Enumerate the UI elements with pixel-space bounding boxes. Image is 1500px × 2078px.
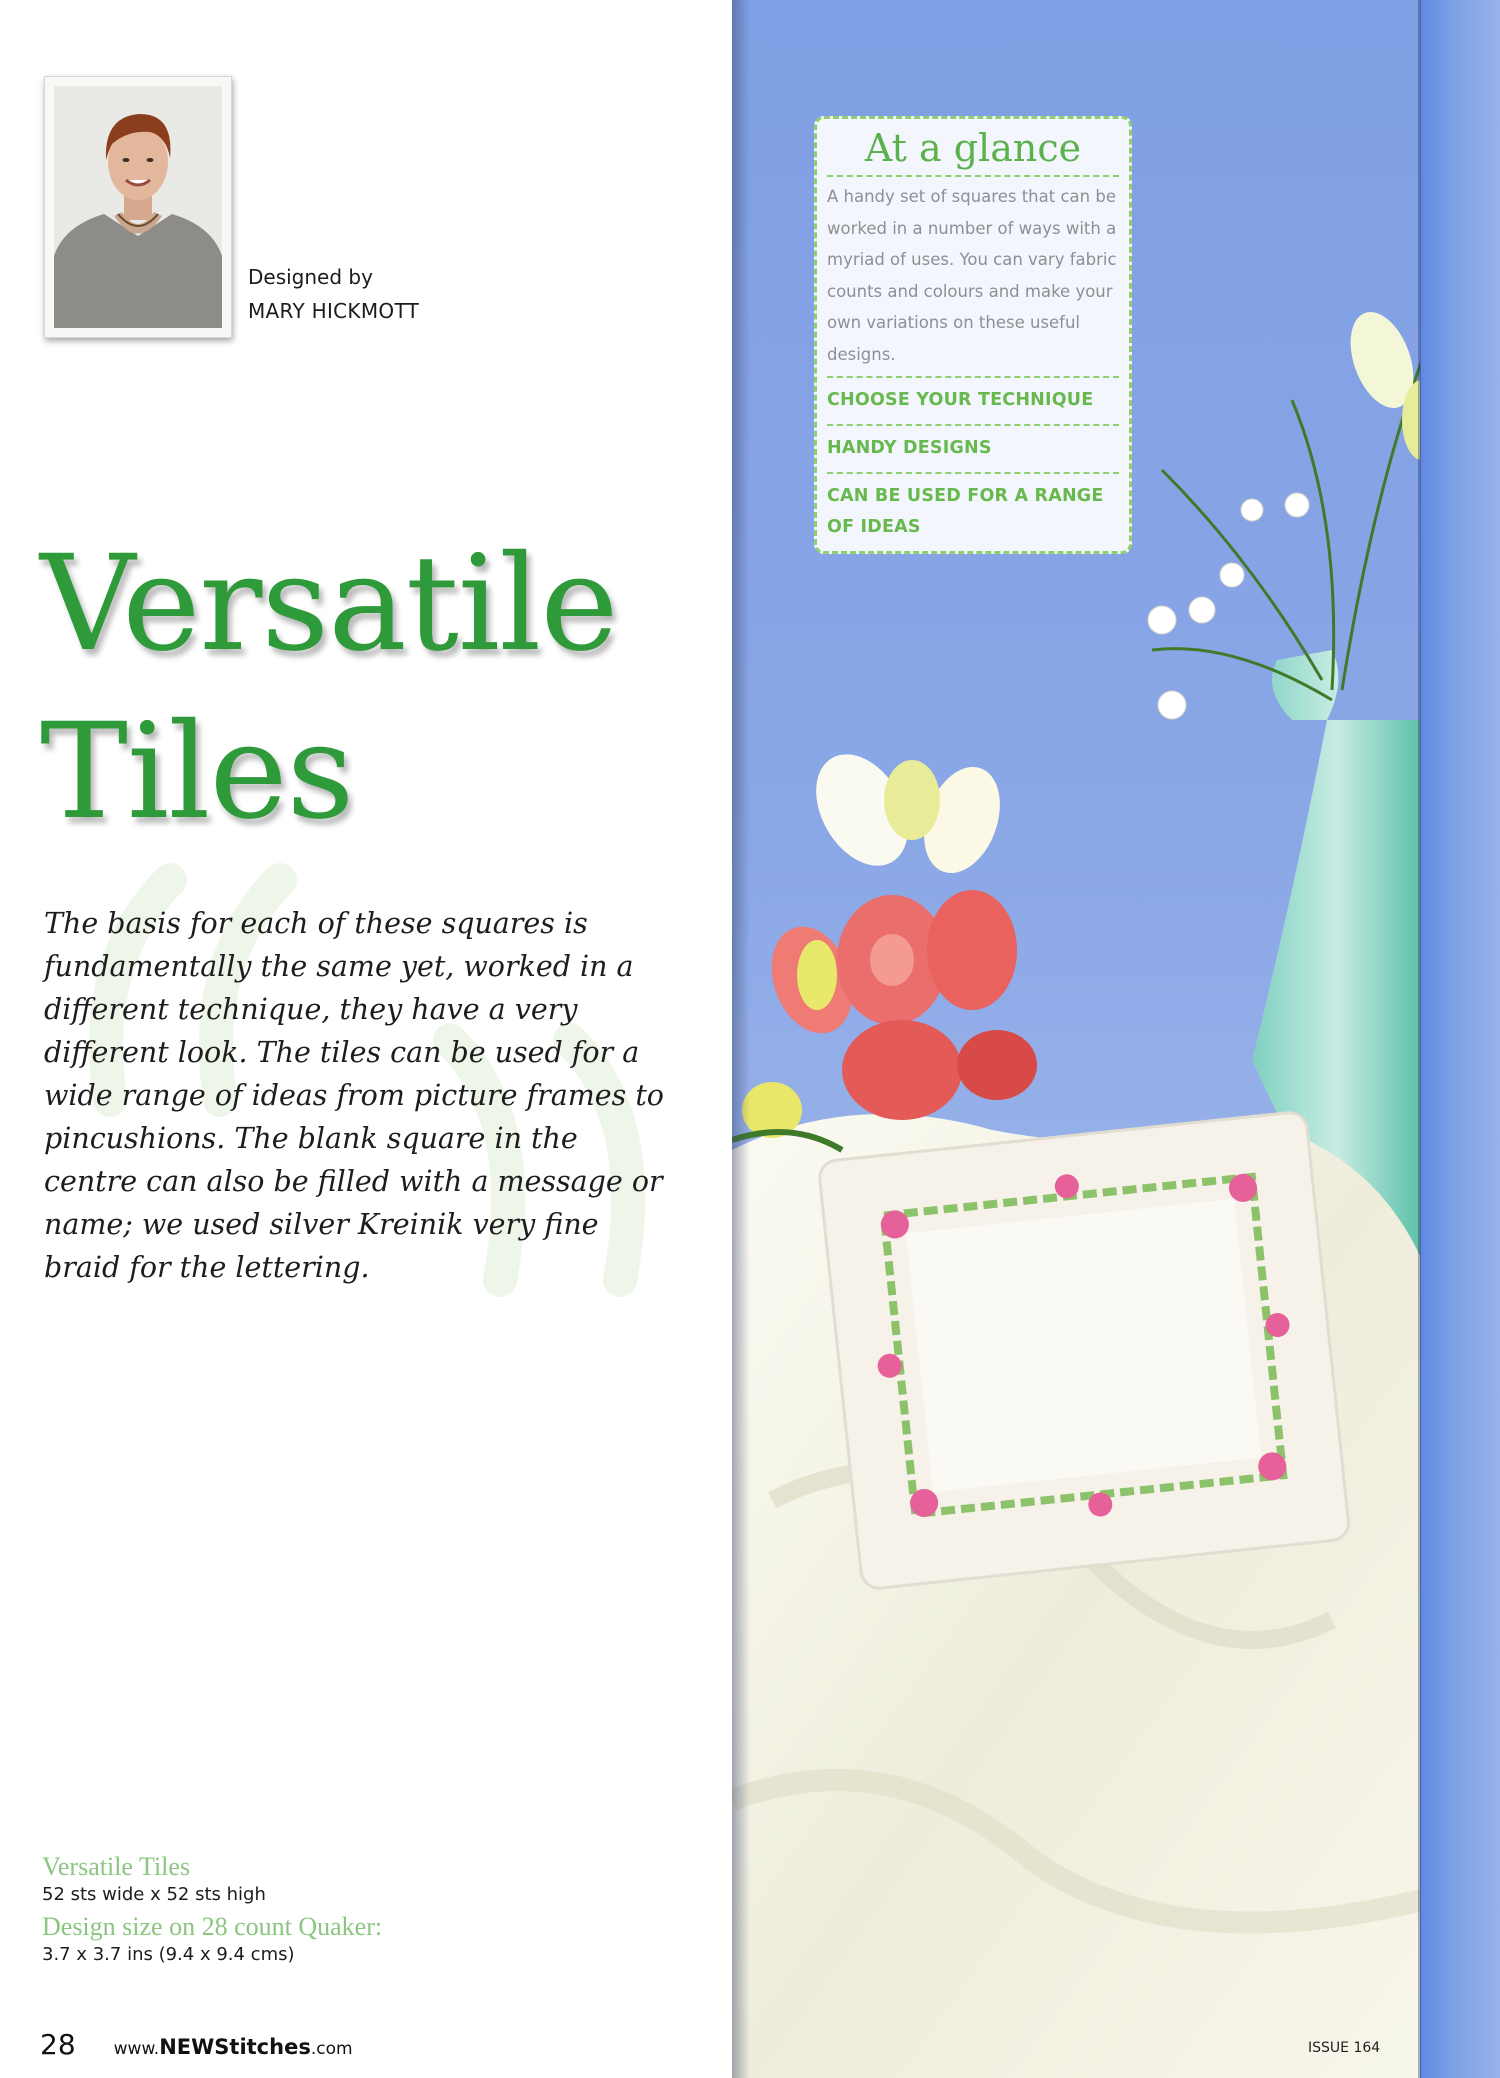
designer-name: MARY HICKMOTT (248, 299, 420, 323)
designer-photo (54, 86, 222, 328)
at-a-glance-title: At a glance (827, 123, 1119, 177)
website-link[interactable] (114, 2035, 353, 2059)
at-a-glance-body: A handy set of squares that can be worked in a number of ways with a myriad of uses. You can vary fabric counts and colours and make your own variations on these useful designs. (827, 187, 1117, 364)
design-specs (42, 1852, 382, 1972)
spec-stitch-count: 52 sts wide x 52 sts high (42, 1884, 266, 1905)
gutter-shadow (732, 0, 750, 2078)
spec-design-name: Versatile Tiles (42, 1852, 191, 1881)
spec-size-label: Design size on 28 count Quaker: (42, 1912, 383, 1941)
page-number: 28 (40, 2028, 76, 2061)
spec-size-value: 3.7 x 3.7 ins (9.4 x 9.4 cms) (42, 1944, 295, 1965)
intro-paragraph: The basis for each of these squares is fundamentally the same yet, worked in a different technique, they have a very different look. The tiles can be used for a wide range of ideas from picture frames to pincushions. The blank square in the centre can also be filled with a message or name; we used silver Kreinik very fine braid for the lettering. (44, 907, 664, 1284)
issue-number: ISSUE 164 (1308, 2040, 1381, 2056)
designer-photo-frame (44, 76, 232, 338)
page-title-line-2: Tiles (40, 695, 354, 849)
website-prefix: www. (113, 2039, 160, 2059)
website-suffix: .com (310, 2039, 353, 2059)
at-a-glance-box (814, 116, 1132, 554)
at-a-glance-item: HANDY DESIGNS (827, 424, 1119, 472)
feature-photo (732, 0, 1500, 2078)
website-brand: NEWStitches (159, 2035, 311, 2059)
left-page (0, 0, 730, 2078)
adjacent-page-strip (1420, 0, 1500, 2078)
page-title-line-1: Versatile (40, 527, 618, 681)
at-a-glance-item: CAN BE USED FOR A RANGE OF IDEAS (827, 472, 1119, 551)
at-a-glance-item: CHOOSE YOUR TECHNIQUE (827, 376, 1119, 424)
footer-left (40, 2028, 353, 2061)
page-title (40, 520, 617, 856)
designer-label: Designed by (248, 265, 373, 289)
designer-credit (248, 260, 419, 328)
page-edge (1418, 0, 1421, 2078)
